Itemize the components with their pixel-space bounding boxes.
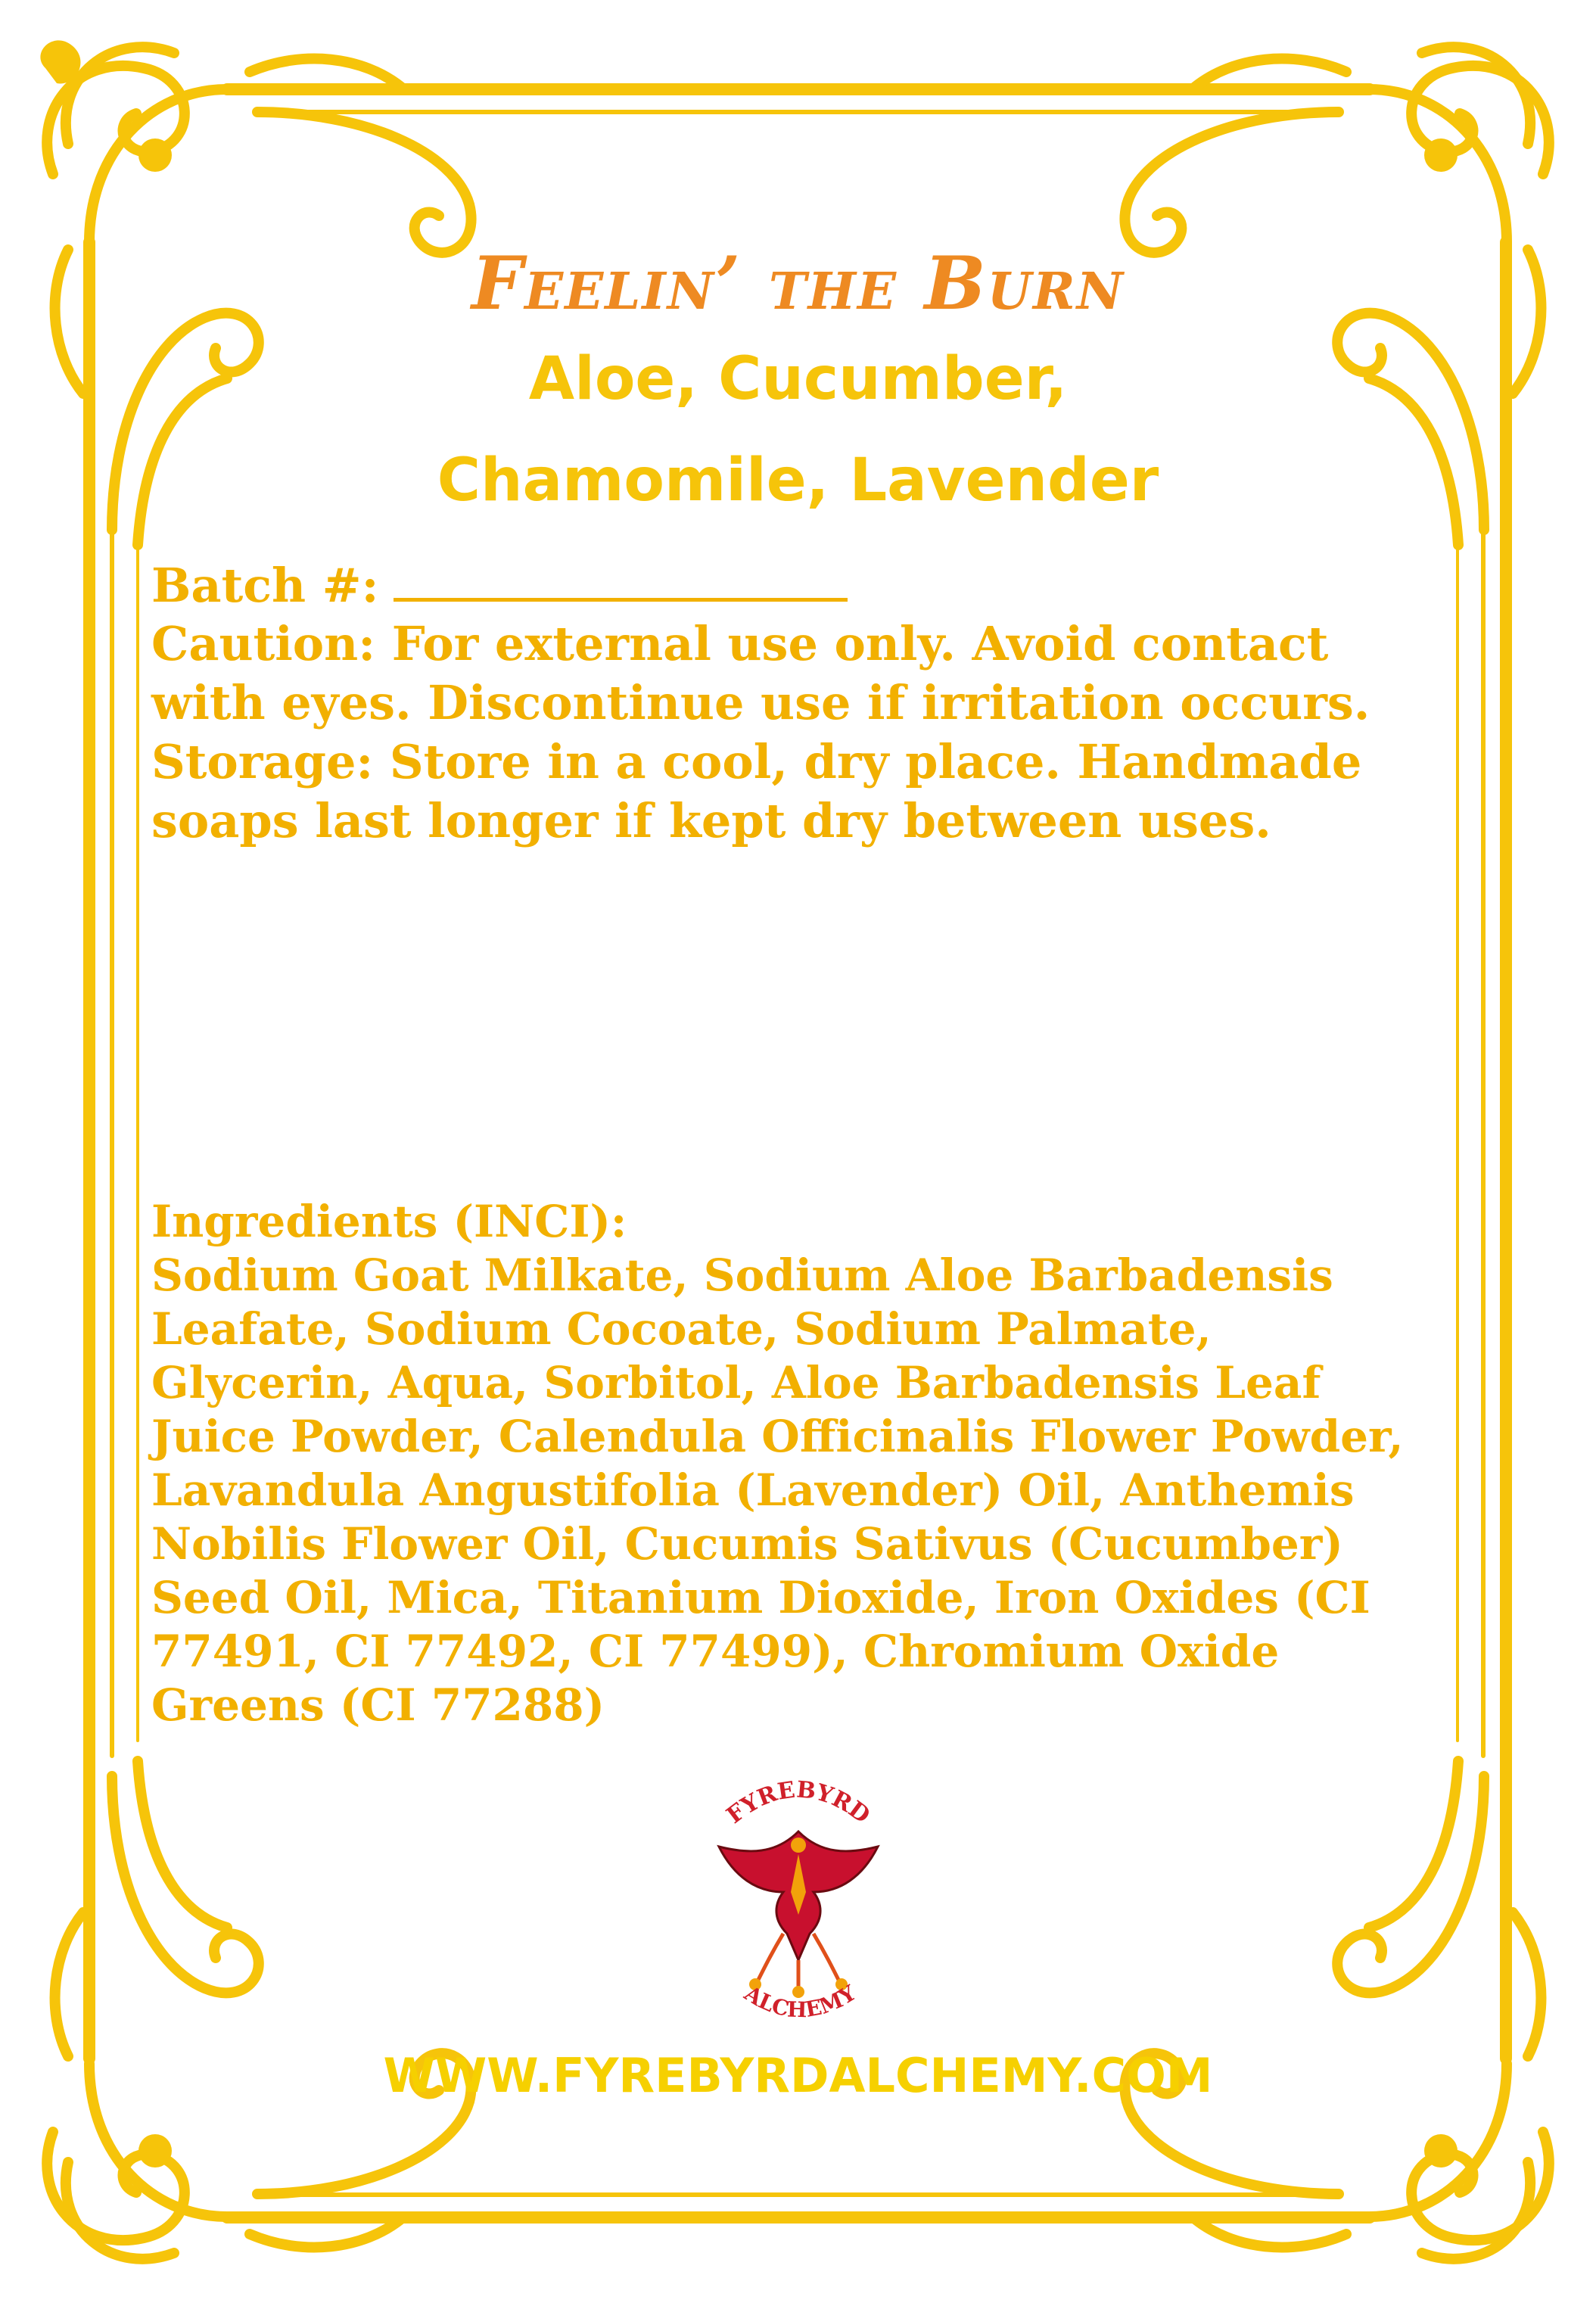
scent-subtitle-line2: Chamomile, Lavender	[437, 447, 1159, 515]
storage-text: Storage: Store in a cool, dry place. Handmade soaps last longer if kept dry between uses.	[151, 734, 1362, 848]
website-url[interactable]: WWW.FYREBYRDALCHEMY.COM	[383, 2048, 1213, 2103]
ingredients-list: Sodium Goat Milkate, Sodium Aloe Barbadensis Leafate, Sodium Cocoate, Sodium Palmate, Glycerin, Aqua, Sorbitol, Aloe Barbadensis Leaf Juice Powder, Calendula Officinalis Flower Powder, Lavandula Angustifolia (Lavender) Oil, Anthemis Nobilis Flower Oil, Cucumis Sativus (Cucumber) Seed Oil, Mica, Titanium Dioxide, Iron Oxides (CI 77491, CI 77492, CI 77499), Chromium Oxide Greens (CI 77288)	[151, 1249, 1404, 1731]
logo-bottom-text: ALCHEMY	[739, 1980, 860, 2023]
caution-text: Caution: For external use only. Avoid contact with eyes. Discontinue use if irritation occurs.	[151, 616, 1370, 730]
ingredients-heading: Ingredients (INCI):	[151, 1196, 627, 1247]
scent-subtitle-line1: Aloe, Cucumber,	[528, 345, 1068, 413]
batch-label: Batch #:	[151, 558, 379, 613]
logo-top-text: FYREBYRD	[721, 1776, 876, 1829]
brand-logo	[704, 1763, 893, 2051]
phoenix-icon	[719, 1831, 878, 1998]
product-title: Feelin’ the Burn	[471, 241, 1125, 326]
batch-blank	[394, 554, 848, 602]
batch-number-line	[151, 554, 1453, 615]
